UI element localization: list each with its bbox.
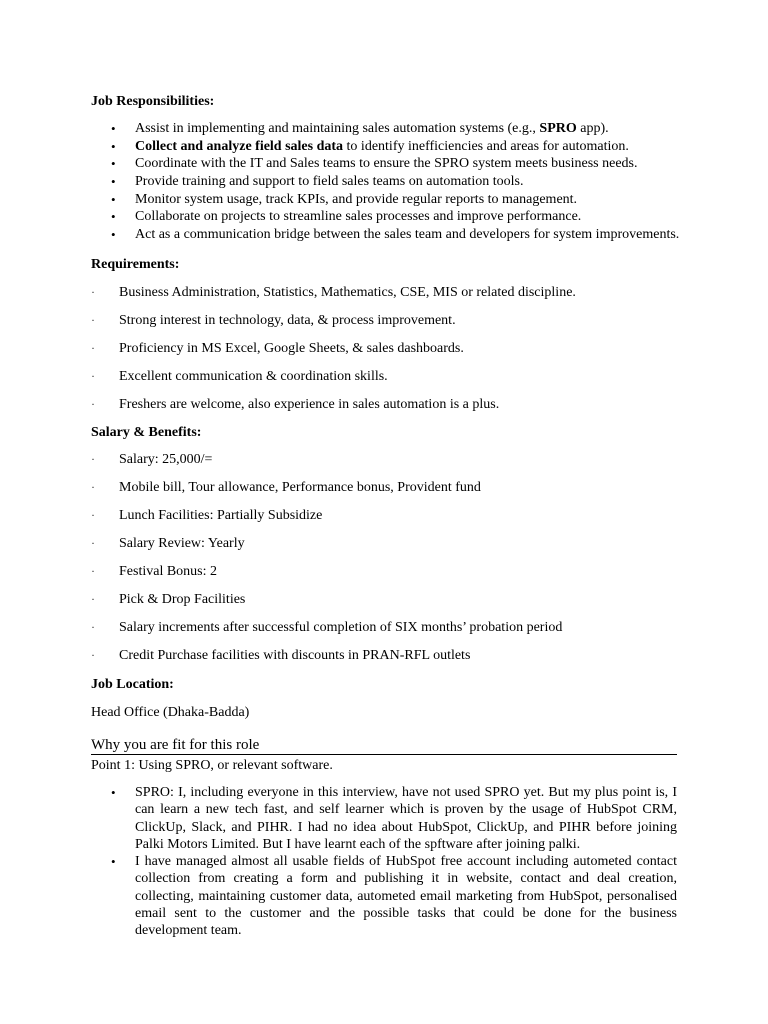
- bullet-icon: •: [111, 209, 116, 225]
- list-item: • SPRO: I, including everyone in this interview, have not used SPRO yet. But my plus point is, I can learn a new tech fast, and self learner which is proven by the usage of HubSpot CRM, ClickUp, Slack, and PIHR. I had no idea about HubSpot, ClickUp, and PIHR before joining Palki Motors Limited. But I have learnt each of the spftware after joining palki.: [111, 785, 677, 852]
- list-item: · Festival Bonus: 2: [91, 564, 218, 579]
- list-item: • Collect and analyze field sales data to identify inefficiencies and areas for automation.: [111, 138, 629, 154]
- list-item: • Monitor system usage, track KPIs, and provide regular reports to management.: [111, 191, 578, 207]
- requirements-heading: Requirements:: [91, 257, 180, 272]
- list-item: • Provide training and support to field sales teams on automation tools.: [111, 174, 524, 190]
- list-item: · Strong interest in technology, data, & process improvement.: [91, 313, 456, 328]
- list-item: · Mobile bill, Tour allowance, Performance bonus, Provident fund: [91, 480, 481, 495]
- bullet-icon: •: [111, 785, 116, 800]
- job-location-value: Head Office (Dhaka-Badda): [91, 705, 250, 720]
- bullet-icon: •: [111, 854, 116, 870]
- bullet-icon: •: [111, 174, 116, 190]
- list-item: · Salary increments after successful completion of SIX months’ probation period: [91, 620, 563, 635]
- dash-icon: ·: [91, 285, 95, 299]
- fit-section-title: Why you are fit for this role: [91, 737, 260, 753]
- dash-icon: ·: [91, 592, 95, 606]
- dash-icon: ·: [91, 508, 95, 522]
- section-divider: [91, 754, 677, 755]
- point-1-text: Point 1: Using SPRO, or relevant software.: [91, 758, 333, 773]
- list-item: • I have managed almost all usable fields of HubSpot free account including autometed contact collection from creating a form and publishing it in website, contact and deal creation, collecting, maintaining customer data, autometed email marketing from HubSpot, personalised email sent to the customer and the possible tasks that could be done for the business development team.: [111, 854, 677, 939]
- dash-icon: ·: [91, 341, 95, 355]
- list-item: · Excellent communication & coordination skills.: [91, 369, 388, 384]
- list-item: • Collaborate on projects to streamline sales processes and improve performance.: [111, 209, 582, 225]
- job-responsibilities-heading: Job Responsibilities:: [91, 94, 215, 109]
- bullet-icon: •: [111, 121, 116, 136]
- requirements-list: [91, 284, 677, 424]
- bullet-icon: •: [111, 227, 116, 243]
- list-item: · Proficiency in MS Excel, Google Sheets, & sales dashboards.: [91, 341, 464, 356]
- list-item: · Business Administration, Statistics, Mathematics, CSE, MIS or related discipline.: [91, 285, 576, 300]
- list-item: · Pick & Drop Facilities: [91, 592, 246, 607]
- list-item: · Salary: 25,000/=: [91, 452, 213, 467]
- job-location-heading: Job Location:: [91, 677, 174, 692]
- bullet-icon: •: [111, 156, 116, 172]
- job-responsibilities-list: [91, 120, 680, 244]
- list-item: · Freshers are welcome, also experience in sales automation is a plus.: [91, 397, 500, 412]
- dash-icon: ·: [91, 397, 95, 411]
- dash-icon: ·: [91, 564, 95, 578]
- bullet-icon: •: [111, 191, 116, 207]
- dash-icon: ·: [91, 313, 95, 327]
- salary-benefits-list: [91, 451, 677, 675]
- salary-benefits-heading: Salary & Benefits:: [91, 425, 202, 440]
- bullet-icon: •: [111, 138, 116, 154]
- list-item: • Coordinate with the IT and Sales teams to ensure the SPRO system meets business needs.: [111, 156, 638, 172]
- dash-icon: ·: [91, 648, 95, 662]
- list-item: • Assist in implementing and maintaining sales automation systems (e.g., SPRO app).: [111, 121, 609, 136]
- dash-icon: ·: [91, 369, 95, 383]
- dash-icon: ·: [91, 480, 95, 494]
- dash-icon: ·: [91, 620, 95, 634]
- fit-section-list: [91, 784, 677, 940]
- list-item: · Salary Review: Yearly: [91, 536, 245, 551]
- list-item: · Credit Purchase facilities with discounts in PRAN-RFL outlets: [91, 648, 471, 663]
- dash-icon: ·: [91, 452, 95, 466]
- list-item: • Act as a communication bridge between the sales team and developers for system improvements.: [111, 227, 680, 243]
- list-item: · Lunch Facilities: Partially Subsidize: [91, 508, 323, 523]
- dash-icon: ·: [91, 536, 95, 550]
